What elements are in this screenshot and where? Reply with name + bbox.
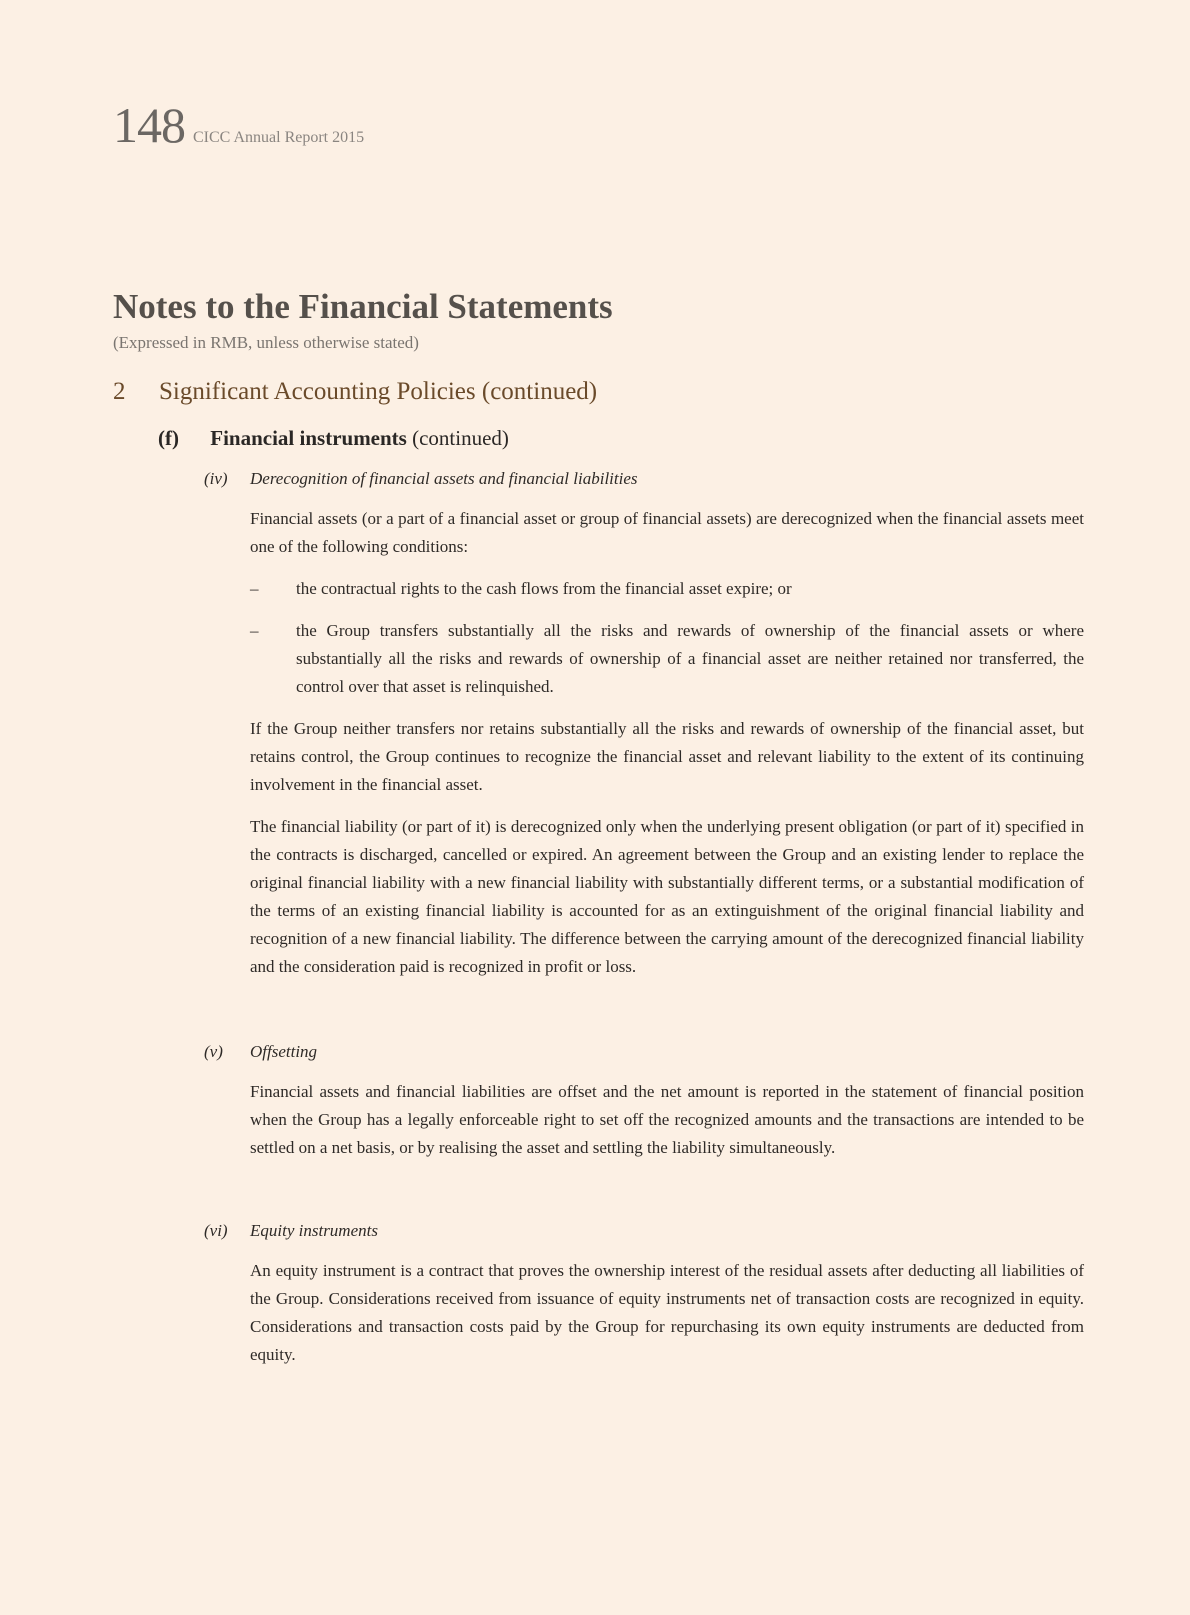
paragraph: Financial assets and financial liabilities are offset and the net amount is reported in the statement of financial position when the Group has a legally enforceable right to set off the recognized amounts and the transactions are intended to be settled on a net basis, or by realising the asset and settling the liability simultaneously. — [250, 1082, 1084, 1157]
bullet-list — [250, 575, 1084, 701]
item-equity-instruments — [204, 1221, 1084, 1369]
list-item-text: the contractual rights to the cash flows from the financial asset expire; or — [296, 579, 792, 598]
page-number: 148 — [113, 97, 185, 153]
title-block — [113, 287, 1073, 353]
page-title: Notes to the Financial Statements — [113, 287, 613, 326]
item-heading — [204, 1221, 1080, 1245]
item-title: Offsetting — [250, 1042, 318, 1061]
list-item — [250, 575, 1084, 603]
list-item — [250, 617, 1084, 701]
page-header — [113, 96, 364, 154]
paragraph: The financial liability (or part of it) is derecognized only when the underlying present obligation (or part of it) specified in the contracts is discharged, cancelled or expired. An agreement between the Group and an existing lender to replace the original financial liability with a new financial liability with substantially different terms, or a substantial modification of the terms of an existing financial liability is accounted for as an extinguishment of the original financial liability and recognition of a new financial liability. The difference between the carrying amount of the derecognized financial liability and the consideration paid is recognized in profit or loss. — [250, 817, 1084, 976]
subsection-label: (f) — [158, 426, 179, 450]
item-label: (vi) — [204, 1221, 228, 1240]
report-name: CICC Annual Report 2015 — [193, 129, 365, 146]
item-offsetting — [204, 1042, 1084, 1162]
item-label: (iv) — [204, 469, 228, 488]
paragraph: An equity instrument is a contract that proves the ownership interest of the residual assets after deducting all liabilities of the Group. Considerations received from issuance of equity instruments net of transaction costs are recognized in equity. Considerations and transaction costs paid by the Group for repurchasing its own equity instruments are deducted from equity. — [250, 1261, 1084, 1364]
item-heading — [204, 469, 1080, 493]
dash-marker: – — [250, 579, 259, 598]
paragraph: Financial assets (or a part of a financial asset or group of financial assets) are derecognized when the financial assets meet one of the following conditions: — [250, 509, 1084, 556]
subsection-title: Financial instruments — [210, 426, 407, 450]
item-derecognition — [204, 469, 1084, 981]
item-heading — [204, 1042, 1080, 1066]
subsection-heading — [158, 426, 509, 451]
paragraph: If the Group neither transfers nor retains substantially all the risks and rewards of ownership of the financial asset, but retains control, the Group continues to recognize the financial asset and relevant liability to the extent of its continuing involvement in the financial asset. — [250, 719, 1084, 794]
section-title: Significant Accounting Policies (continued) — [159, 378, 598, 405]
dash-marker: – — [250, 621, 259, 640]
page-subtitle: (Expressed in RMB, unless otherwise stated) — [113, 333, 419, 352]
section-number: 2 — [113, 378, 126, 405]
item-title: Derecognition of financial assets and financial liabilities — [250, 469, 638, 488]
item-label: (v) — [204, 1042, 223, 1061]
list-item-text: the Group transfers substantially all the risks and rewards of ownership of the financial assets or where substantially all the risks and rewards of ownership of a financial asset are neither retained nor transferred, the control over that asset is relinquished. — [296, 621, 1084, 696]
item-title: Equity instruments — [250, 1221, 378, 1240]
subsection-suffix: (continued) — [412, 426, 509, 450]
